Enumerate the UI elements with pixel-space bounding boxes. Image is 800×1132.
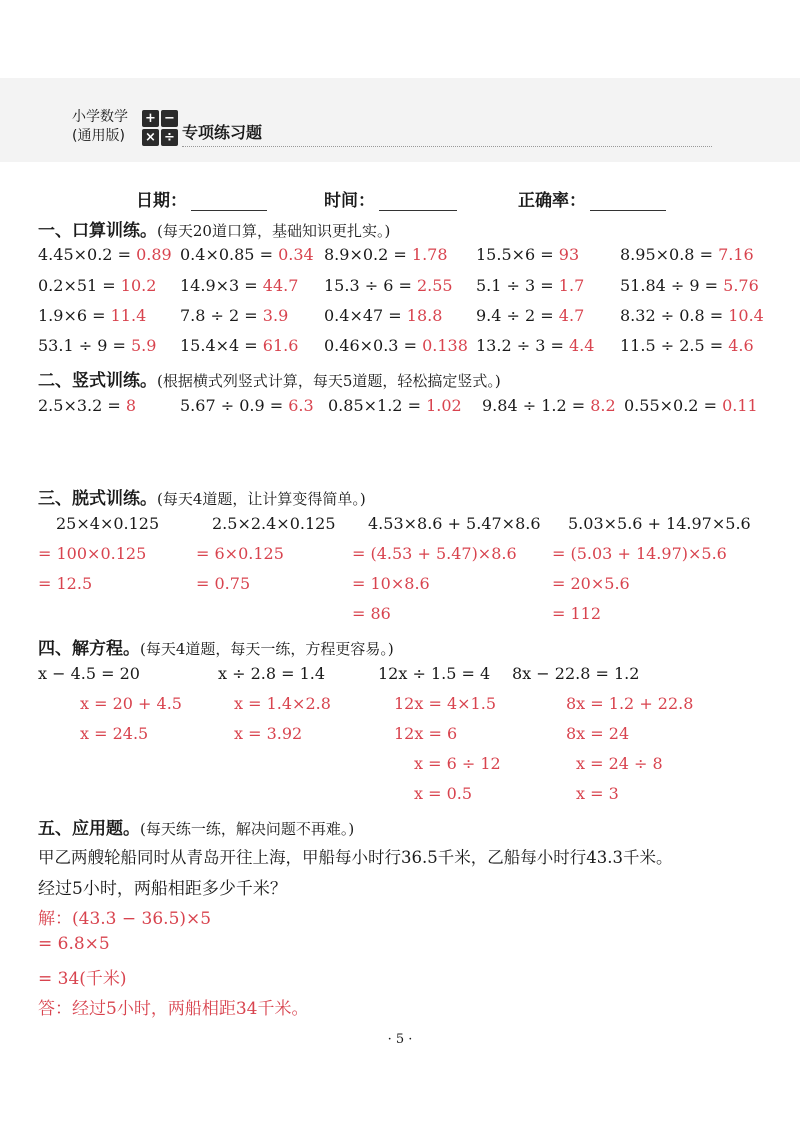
question: 4.45×0.2 = <box>38 245 131 264</box>
oral-item <box>180 306 288 325</box>
question: 8.9×0.2 = <box>324 245 407 264</box>
page-title: 专项练习题 <box>182 123 263 142</box>
answer: 7.16 <box>718 245 754 264</box>
date-label: 日期： <box>136 191 187 211</box>
section-equations <box>38 634 394 659</box>
stepwise-question: 4.53×8.6 + 5.47×8.6 <box>368 514 541 533</box>
vertical-item <box>624 396 758 415</box>
equation-question: 12x ÷ 1.5 = 4 <box>378 664 491 683</box>
question: 14.9×3 = <box>180 276 258 295</box>
operators-logo <box>142 110 178 146</box>
stepwise-step: = (4.53 + 5.47)×8.6 <box>352 544 517 563</box>
answer: 1.02 <box>426 396 462 415</box>
oral-item <box>620 245 754 264</box>
section-note: (每天20道口算，基础知识更扎实。) <box>157 222 391 240</box>
oral-item <box>324 336 468 355</box>
page-header <box>72 108 722 154</box>
equation-question: x ÷ 2.8 = 1.4 <box>218 664 326 683</box>
problem-text-line-1: 甲乙两艘轮船同时从青岛开往上海，甲船每小时行36.5千米，乙船每小时行43.3千米。 <box>38 848 673 867</box>
answer: 3.9 <box>262 306 289 325</box>
stepwise-step: = 100×0.125 <box>38 544 147 563</box>
answer: 1.78 <box>411 245 448 264</box>
section-word-problem <box>38 814 354 839</box>
answer: 4.6 <box>728 336 754 355</box>
answer: 8 <box>125 396 137 415</box>
answer: 44.7 <box>262 276 299 295</box>
oral-item <box>476 336 594 355</box>
stepwise-step: = 0.75 <box>196 574 251 593</box>
solution-line: 解：(43.3 − 36.5)×5 <box>38 909 212 929</box>
answer: 2.55 <box>416 276 453 295</box>
oral-item <box>620 306 764 325</box>
equation-step: x = 3.92 <box>234 724 303 743</box>
oral-item <box>38 336 156 355</box>
answer: 11.4 <box>110 306 147 325</box>
answer: 18.8 <box>406 306 443 325</box>
answer: 10.2 <box>120 276 157 295</box>
oral-item <box>324 245 448 264</box>
question: 15.3 ÷ 6 = <box>324 276 412 295</box>
header-divider <box>182 146 712 147</box>
question: 8.32 ÷ 0.8 = <box>620 306 724 325</box>
answer: 5.9 <box>130 336 157 355</box>
stepwise-question: 25×4×0.125 <box>56 514 160 533</box>
answer: 1.7 <box>558 276 585 295</box>
oral-item <box>38 306 146 325</box>
question: 2.5×3.2 = <box>38 396 121 415</box>
question: 9.84 ÷ 1.2 = <box>482 396 586 415</box>
oral-item <box>476 276 584 295</box>
equation-step: x = 20 + 4.5 <box>80 694 182 713</box>
answer: 10.4 <box>728 306 764 325</box>
stepwise-step: = 12.5 <box>38 574 93 593</box>
solution-line: = 34(千米) <box>38 969 127 989</box>
brand-line-1: 小学数学 <box>72 109 128 125</box>
question: 15.5×6 = <box>476 245 554 264</box>
stepwise-step: = 10×8.6 <box>352 574 430 593</box>
equation-step: 8x = 24 <box>566 724 630 743</box>
question: 13.2 ÷ 3 = <box>476 336 564 355</box>
oral-item <box>476 245 579 264</box>
section-oral <box>38 216 390 241</box>
answer: 0.11 <box>722 396 758 415</box>
equation-step: x = 24 ÷ 8 <box>576 754 663 773</box>
oral-item <box>324 276 453 295</box>
oral-item <box>180 276 298 295</box>
section-note: (根据横式列竖式计算，每天5道题，轻松搞定竖式。) <box>157 372 501 390</box>
section-note: (每天练一练，解决问题不再难。) <box>140 820 355 838</box>
section-title: 三、脱式训练。 <box>38 489 157 509</box>
vertical-item <box>180 396 314 415</box>
problem-text-line-2: 经过5小时，两船相距多少千米？ <box>38 879 287 899</box>
oral-item <box>38 245 172 264</box>
section-title: 一、口算训练。 <box>38 221 157 241</box>
question: 8.95×0.8 = <box>620 245 713 264</box>
date-field <box>136 186 267 211</box>
date-blank[interactable] <box>191 192 267 211</box>
brand-line-2: (通用版) <box>72 128 125 144</box>
question: 0.2×51 = <box>38 276 116 295</box>
section-title: 四、解方程。 <box>38 639 140 659</box>
question: 15.4×4 = <box>180 336 258 355</box>
multiply-icon: × <box>142 129 159 146</box>
answer: 93 <box>558 245 580 264</box>
time-blank[interactable] <box>379 192 457 211</box>
oral-item <box>620 276 759 295</box>
question: 9.4 ÷ 2 = <box>476 306 554 325</box>
oral-item <box>38 276 156 295</box>
section-note: (每天4道题，每天一练，方程更容易。) <box>140 640 394 658</box>
question: 7.8 ÷ 2 = <box>180 306 258 325</box>
question: 0.85×1.2 = <box>328 396 421 415</box>
section-title: 五、应用题。 <box>38 819 140 839</box>
answer: 0.89 <box>136 245 172 264</box>
solution-line: = 6.8×5 <box>38 934 110 954</box>
stepwise-step: = 86 <box>352 604 391 623</box>
question: 0.4×47 = <box>324 306 402 325</box>
divide-icon: ÷ <box>161 129 178 146</box>
brand-label <box>72 108 128 146</box>
meta-row <box>0 186 800 212</box>
answer: 61.6 <box>262 336 299 355</box>
stepwise-step: = 112 <box>552 604 602 623</box>
question: 5.67 ÷ 0.9 = <box>180 396 284 415</box>
question: 0.46×0.3 = <box>324 336 417 355</box>
plus-icon: + <box>142 110 159 127</box>
equation-step: 12x = 4×1.5 <box>394 694 496 713</box>
vertical-item <box>328 396 462 415</box>
equation-step: x = 6 ÷ 12 <box>414 754 501 773</box>
oral-item <box>620 336 754 355</box>
oral-item <box>180 245 314 264</box>
accuracy-field <box>518 186 666 211</box>
oral-item <box>476 306 584 325</box>
minus-icon: − <box>161 110 178 127</box>
stepwise-step: = (5.03 + 14.97)×5.6 <box>552 544 727 563</box>
equation-step: 8x = 1.2 + 22.8 <box>566 694 694 713</box>
question: 5.1 ÷ 3 = <box>476 276 554 295</box>
answer: 0.138 <box>422 336 468 355</box>
section-stepwise <box>38 484 366 509</box>
section-title: 二、竖式训练。 <box>38 371 157 391</box>
question: 51.84 ÷ 9 = <box>620 276 719 295</box>
equation-step: x = 3 <box>576 784 619 803</box>
answer: 6.3 <box>288 396 314 415</box>
question: 0.4×0.85 = <box>180 245 273 264</box>
section-note: (每天4道题，让计算变得简单。) <box>157 490 366 508</box>
equation-step: x = 0.5 <box>414 784 473 803</box>
oral-item <box>180 336 298 355</box>
question: 53.1 ÷ 9 = <box>38 336 126 355</box>
accuracy-blank[interactable] <box>590 192 666 211</box>
accuracy-label: 正确率： <box>518 191 586 211</box>
oral-item <box>324 306 442 325</box>
section-vertical <box>38 366 501 391</box>
question: 11.5 ÷ 2.5 = <box>620 336 724 355</box>
question: 0.55×0.2 = <box>624 396 717 415</box>
stepwise-step: = 20×5.6 <box>552 574 630 593</box>
vertical-item <box>38 396 136 415</box>
question: 1.9×6 = <box>38 306 106 325</box>
answer: 4.7 <box>558 306 585 325</box>
equation-question: 8x − 22.8 = 1.2 <box>512 664 640 683</box>
equation-question: x − 4.5 = 20 <box>38 664 140 683</box>
stepwise-question: 2.5×2.4×0.125 <box>212 514 336 533</box>
page-number: · 5 · <box>387 1032 413 1047</box>
stepwise-question: 5.03×5.6 + 14.97×5.6 <box>568 514 751 533</box>
time-label: 时间： <box>324 191 375 211</box>
equation-step: x = 1.4×2.8 <box>234 694 331 713</box>
answer: 5.76 <box>723 276 759 295</box>
answer: 8.2 <box>590 396 616 415</box>
vertical-item <box>482 396 616 415</box>
answer: 0.34 <box>278 245 314 264</box>
equation-step: 12x = 6 <box>394 724 458 743</box>
equation-step: x = 24.5 <box>80 724 149 743</box>
time-field <box>324 186 457 211</box>
stepwise-step: = 6×0.125 <box>196 544 284 563</box>
answer: 4.4 <box>568 336 595 355</box>
answer-sentence: 答：经过5小时，两船相距34千米。 <box>38 999 309 1019</box>
